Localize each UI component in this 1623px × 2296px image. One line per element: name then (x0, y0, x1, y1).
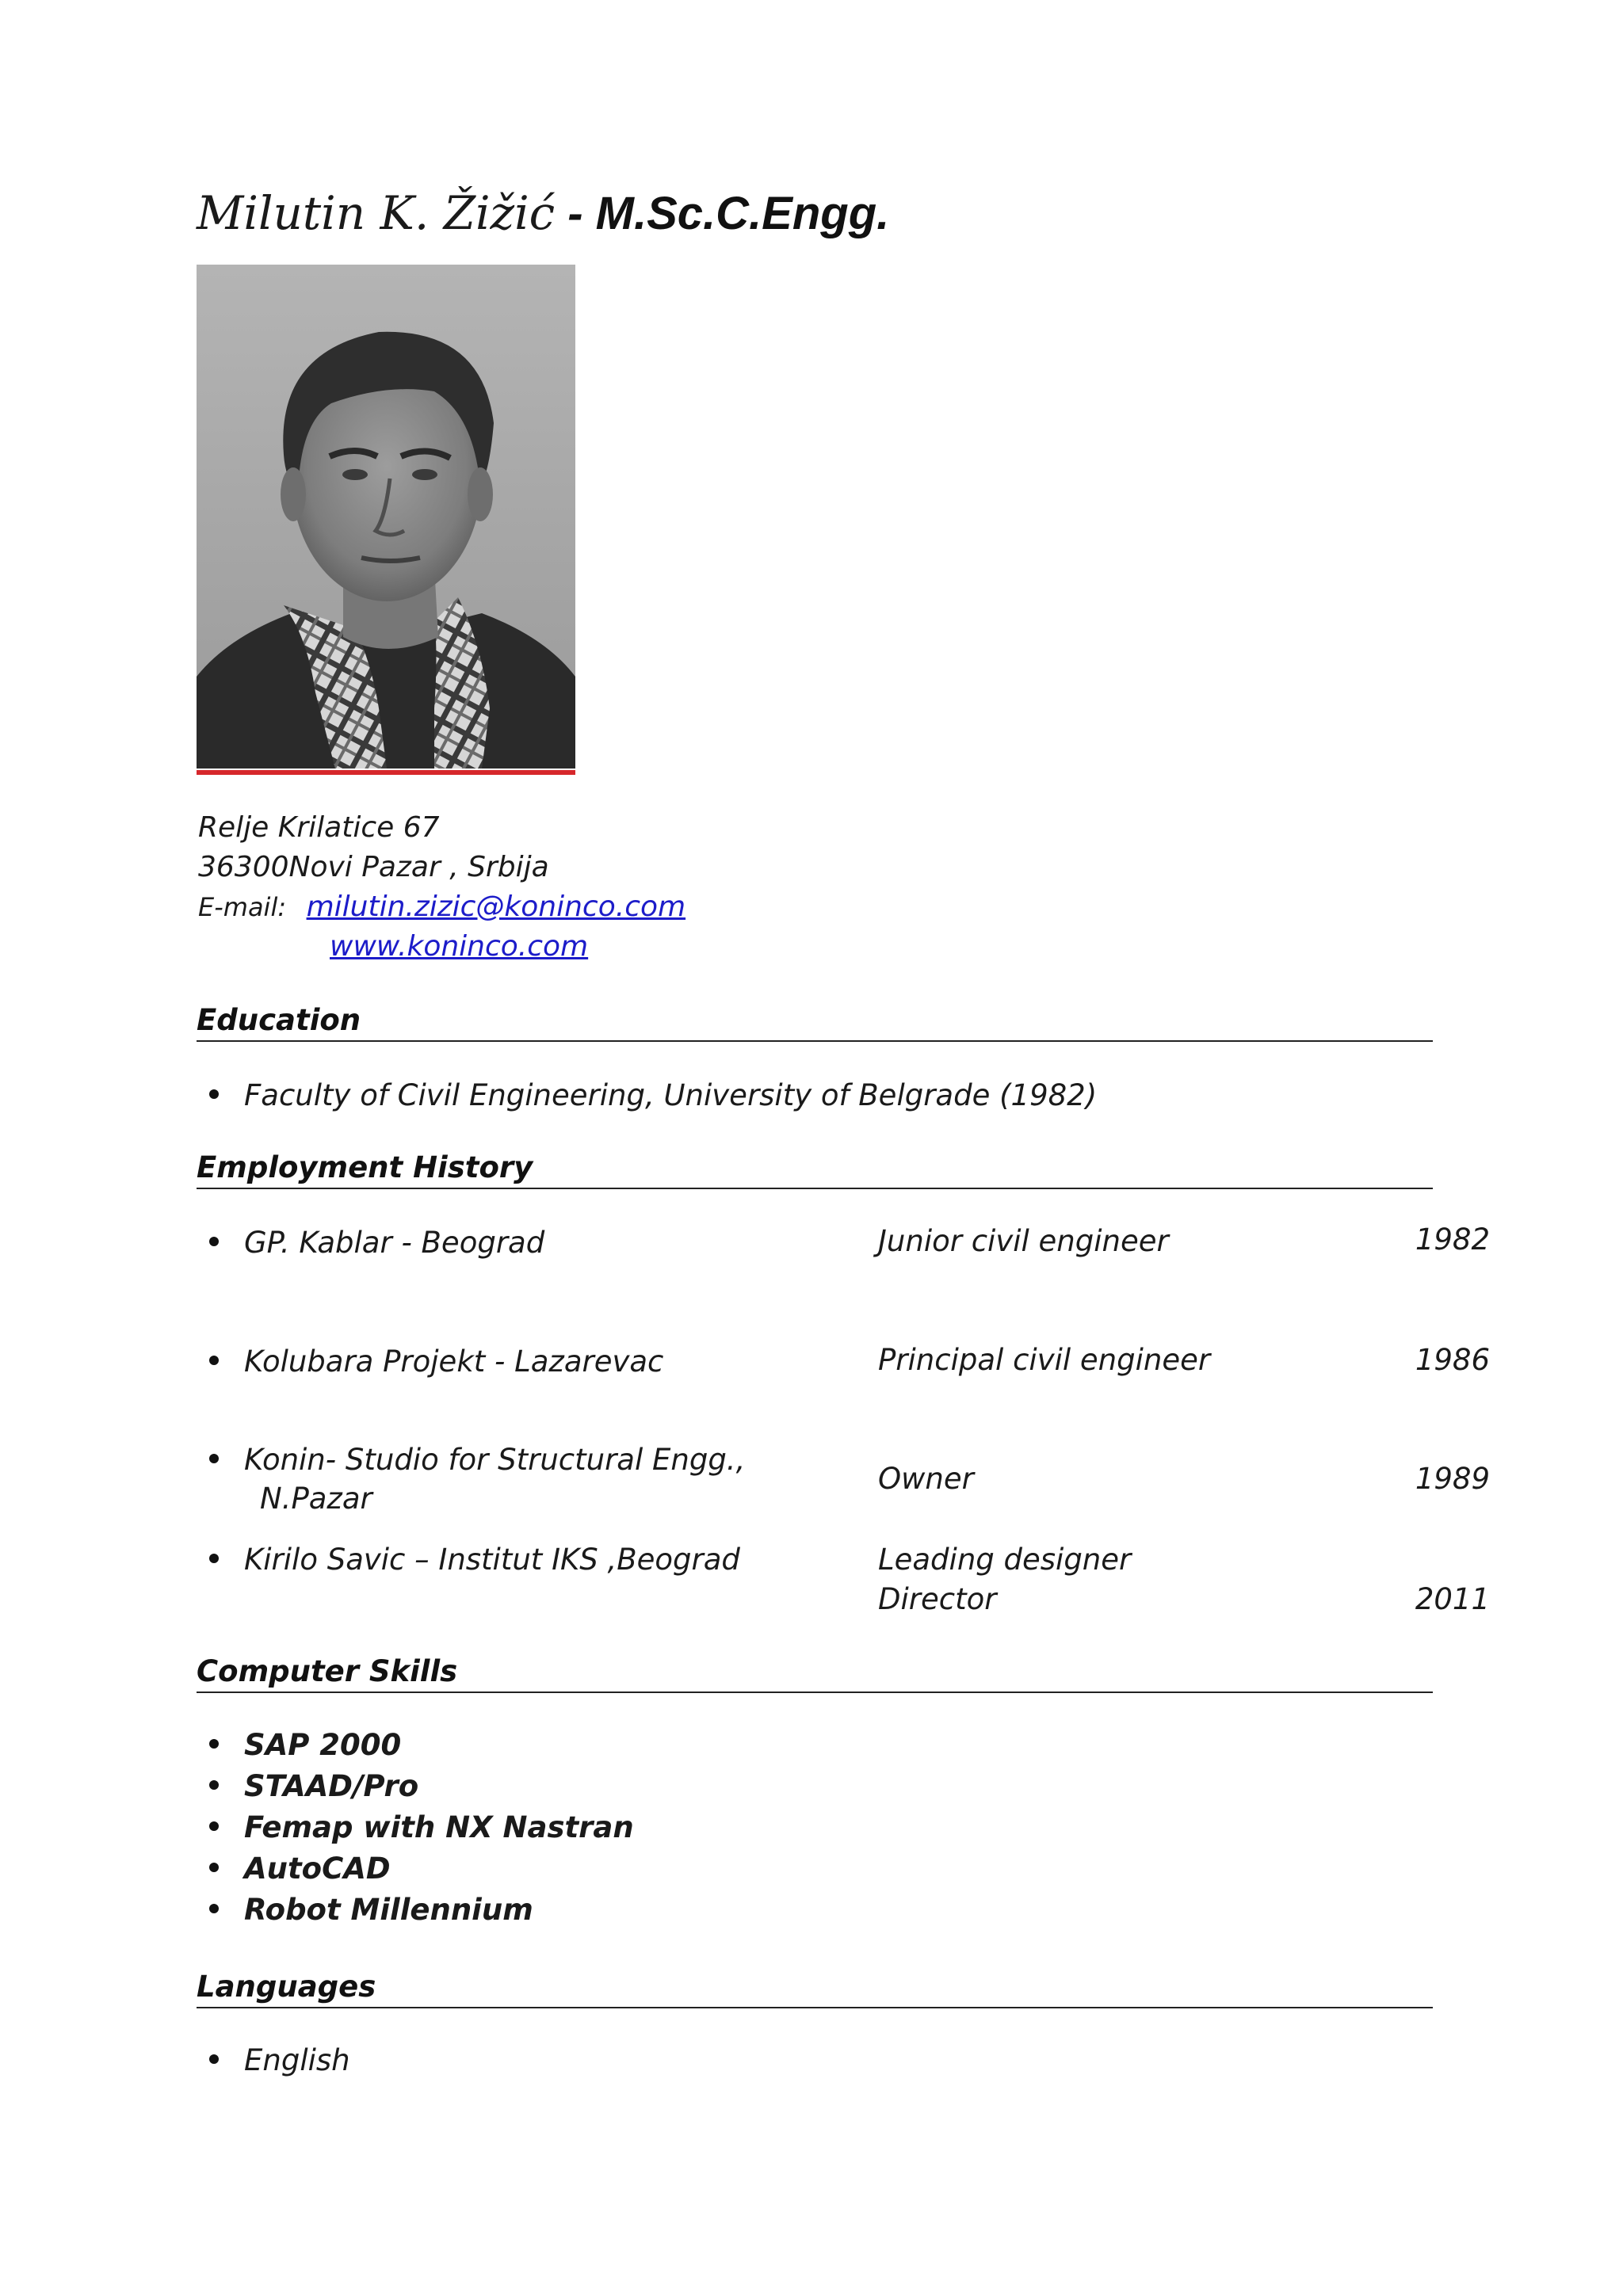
skill-item-text: Femap with NX Nastran (244, 1810, 634, 1844)
person-degree: - M.Sc.C.Engg. (555, 188, 890, 239)
skill-item (209, 1767, 418, 1806)
bullet-icon (209, 2054, 219, 2064)
job-employer (209, 1540, 740, 1580)
person-name: Milutin K. Žižić (197, 186, 556, 240)
job-employer-text: Kolubara Projekt - Lazarevac (244, 1344, 664, 1379)
education-heading: Education (197, 1005, 1433, 1042)
job-role: Leading designer (878, 1543, 1132, 1577)
bullet-icon (209, 1739, 219, 1749)
job-employer-text: GP. Kablar - Beograd (244, 1226, 545, 1260)
job-role-line2: Director (878, 1582, 997, 1616)
page-title (197, 186, 890, 240)
bullet-icon (209, 1554, 219, 1563)
education-item (209, 1076, 1097, 1116)
job-year: 1986 (1415, 1343, 1490, 1377)
portrait-photo (197, 265, 575, 769)
language-item-text: English (244, 2043, 350, 2077)
website-link[interactable]: www.koninco.com (330, 930, 589, 963)
email-row (198, 891, 685, 923)
skill-item (209, 1849, 391, 1889)
job-employer-text: Konin- Studio for Structural Engg., (244, 1443, 746, 1477)
portrait-photo-icon (197, 265, 575, 769)
job-year: 1982 (1415, 1222, 1490, 1257)
job-year: 1989 (1415, 1462, 1490, 1496)
website-row (330, 930, 588, 963)
email-link[interactable]: milutin.zizic@koninco.com (306, 891, 686, 923)
skill-item-text: SAP 2000 (244, 1728, 402, 1762)
address-city: 36300Novi Pazar , Srbija (198, 851, 549, 883)
education-item-text: Faculty of Civil Engineering, University of Belgrade (1982) (244, 1078, 1098, 1112)
languages-heading: Languages (197, 1971, 1433, 2008)
bullet-icon (209, 1821, 219, 1831)
skill-item (209, 1726, 401, 1765)
photo-underline (197, 770, 575, 775)
job-year: 2011 (1415, 1582, 1490, 1616)
bullet-icon (209, 1454, 219, 1463)
language-item (209, 2041, 350, 2081)
job-employer (209, 1342, 663, 1382)
bullet-icon (209, 1904, 219, 1913)
skill-item-text: Robot Millennium (244, 1893, 533, 1927)
skill-item (209, 1808, 634, 1848)
bullet-icon (209, 1780, 219, 1790)
job-employer (209, 1440, 745, 1480)
bullet-icon (209, 1356, 219, 1365)
employment-heading: Employment History (197, 1152, 1433, 1189)
bullet-icon (209, 1863, 219, 1872)
address-street: Relje Krilatice 67 (198, 811, 440, 844)
skill-item-text: STAAD/Pro (244, 1769, 419, 1803)
bullet-icon (209, 1089, 219, 1099)
job-role: Owner (878, 1462, 974, 1496)
bullet-icon (209, 1237, 219, 1246)
skills-heading: Computer Skills (197, 1656, 1433, 1693)
job-role: Principal civil engineer (878, 1343, 1211, 1377)
skill-item (209, 1890, 533, 1930)
job-employer-line2: N.Pazar (260, 1482, 372, 1516)
job-role: Junior civil engineer (878, 1224, 1169, 1258)
email-label: E-mail: (198, 892, 287, 922)
skill-item-text: AutoCAD (244, 1852, 391, 1886)
job-employer-text: Kirilo Savic – Institut IKS ,Beograd (244, 1543, 740, 1577)
job-employer (209, 1223, 544, 1263)
